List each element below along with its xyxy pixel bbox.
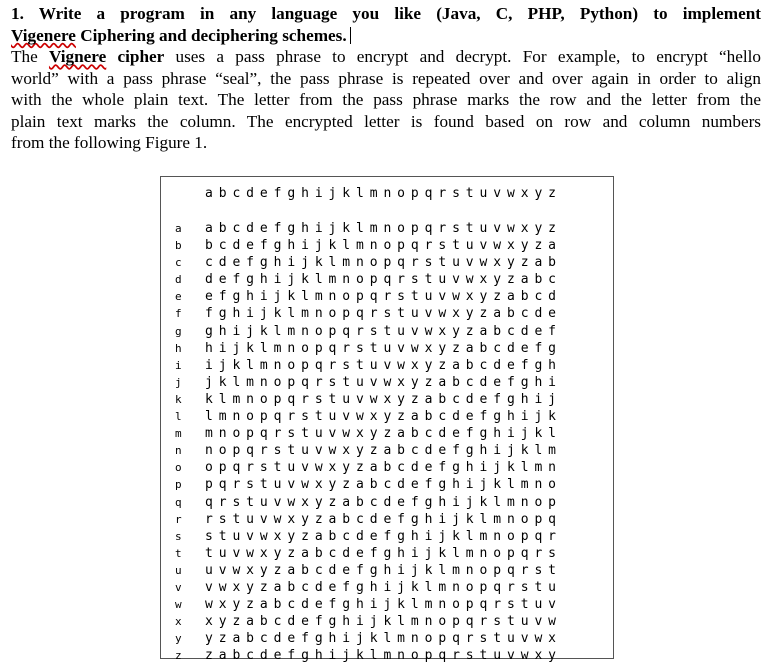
table-row: [161, 427, 613, 444]
row-letters: rstuvwxyzabcdefghijklmnopq: [205, 511, 562, 527]
spellcheck-word-bold: Vignere: [48, 47, 107, 66]
table-row: [161, 376, 613, 393]
table-rows: [161, 222, 613, 666]
table-row: [161, 222, 613, 239]
table-row: [161, 239, 613, 256]
row-letters: nopqrstuvwxyzabcdefghijklm: [205, 443, 562, 459]
row-key: s: [175, 529, 182, 543]
paragraph-text: uses a pass phrase to encrypt and decrypt. For example, to encrypt “hello: [164, 47, 761, 66]
bold-word: cipher: [106, 47, 165, 66]
description-paragraph: [11, 46, 761, 154]
table-row: [161, 632, 613, 649]
table-row: [161, 513, 613, 530]
table-row: [161, 325, 613, 342]
row-letters: ghijklmnopqrstuvwxyzabcdef: [205, 323, 562, 339]
row-letters: yzabcdefghijklmnopqrstuvwx: [205, 631, 562, 647]
row-key: w: [175, 598, 182, 612]
row-key: o: [175, 461, 182, 475]
row-key: b: [175, 239, 182, 253]
paragraph-text: The: [11, 47, 49, 66]
row-letters: stuvwxyzabcdefghijklmnopqr: [205, 528, 562, 544]
row-key: c: [175, 256, 182, 270]
table-row: [161, 581, 613, 598]
question-line-2: [11, 26, 351, 45]
row-key: k: [175, 392, 182, 406]
row-letters: zabcdefghijklmnopqrstuvwxy: [205, 648, 562, 664]
row-letters: mnopqrstuvwxyzabcdefghijkl: [205, 426, 562, 442]
row-key: u: [175, 563, 182, 577]
question-heading: [11, 3, 761, 46]
row-key: m: [175, 427, 182, 441]
table-row: [161, 342, 613, 359]
text-cursor: [350, 27, 351, 44]
table-row: [161, 530, 613, 547]
table-row: [161, 290, 613, 307]
table-row: [161, 564, 613, 581]
row-key: q: [175, 495, 182, 509]
row-key: h: [175, 341, 182, 355]
row-key: a: [175, 222, 182, 235]
row-letters: fghijklmnopqrstuvwxyzabcde: [205, 306, 562, 322]
vigenere-table-figure: [160, 176, 614, 664]
row-letters: vwxyzabcdefghijklmnopqrstu: [205, 579, 562, 595]
table-row: [161, 410, 613, 427]
row-key: z: [175, 649, 182, 663]
row-letters: defghijklmnopqrstuvwxyzabc: [205, 272, 562, 288]
table-row: [161, 256, 613, 273]
row-key: x: [175, 615, 182, 629]
row-letters: opqrstuvwxyzabcdefghijklmn: [205, 460, 562, 476]
table-row: [161, 615, 613, 632]
paragraph-line-4: plain text marks the column. The encrypted letter is found based on row and column numbers: [11, 111, 761, 131]
table-row: [161, 547, 613, 564]
row-key: d: [175, 273, 182, 287]
row-key: e: [175, 290, 182, 304]
row-letters: uvwxyzabcdefghijklmnopqrst: [205, 562, 562, 578]
table-row: [161, 478, 613, 495]
table-row: [161, 273, 613, 290]
spellcheck-word: Vigenere: [11, 25, 76, 45]
table-row: [161, 461, 613, 478]
table-row: [161, 393, 613, 410]
row-key: g: [175, 324, 182, 338]
row-key: p: [175, 478, 182, 492]
row-letters: efghijklmnopqrstuvwxyzabcd: [205, 289, 562, 305]
table-row: [161, 598, 613, 615]
row-letters: qrstuvwxyzabcdefghijklmnop: [205, 494, 562, 510]
row-key: l: [175, 410, 182, 424]
table-header-row: abcdefghijklmnopqrstuvwxyz: [205, 186, 562, 201]
row-key: r: [175, 512, 182, 526]
row-key: y: [175, 632, 182, 646]
table-row: [161, 649, 613, 666]
row-key: f: [175, 307, 182, 321]
row-key: v: [175, 580, 182, 594]
row-letters: klmnopqrstuvwxyzabcdefghij: [205, 391, 562, 407]
paragraph-line-5: from the following Figure 1.: [11, 133, 208, 152]
row-letters: pqrstuvwxyzabcdefghijklmno: [205, 477, 562, 493]
row-letters: abcdefghijklmnopqrstuvwxyz: [205, 221, 562, 236]
row-letters: bcdefghijklmnopqrstuvwxyza: [205, 238, 562, 254]
table-row: [161, 444, 613, 461]
row-letters: xyzabcdefghijklmnopqrstuvw: [205, 614, 562, 630]
question-line-2-text: Ciphering and deciphering schemes.: [75, 25, 347, 45]
row-letters: hijklmnopqrstuvwxyzabcdefg: [205, 340, 562, 356]
row-letters: jklmnopqrstuvwxyzabcdefghi: [205, 374, 562, 390]
question-line-1: 1. Write a program in any language you like (Java, C, PHP, Python) to implement: [11, 4, 761, 23]
row-letters: lmnopqrstuvwxyzabcdefghijk: [205, 409, 562, 425]
paragraph-line-1: [11, 46, 761, 68]
row-key: t: [175, 546, 182, 560]
row-letters: cdefghijklmnopqrstuvwxyzab: [205, 255, 562, 271]
table-row: [161, 307, 613, 324]
row-letters: tuvwxyzabcdefghijklmnopqrs: [205, 545, 562, 561]
table-row: [161, 496, 613, 513]
paragraph-line-3: with the whole plain text. The letter from the pass phrase marks the row and the letter from the: [11, 90, 761, 109]
table-row: [161, 359, 613, 376]
row-key: n: [175, 444, 182, 458]
row-letters: wxyzabcdefghijklmnopqrstuv: [205, 597, 562, 613]
row-key: j: [175, 375, 182, 389]
document-body[interactable]: [11, 3, 761, 154]
row-letters: ijklmnopqrstuvwxyzabcdefgh: [205, 357, 562, 373]
paragraph-line-2: world” with a pass phrase “seal”, the pass phrase is repeated over and over again in order to align: [11, 68, 761, 88]
row-key: i: [175, 358, 182, 372]
